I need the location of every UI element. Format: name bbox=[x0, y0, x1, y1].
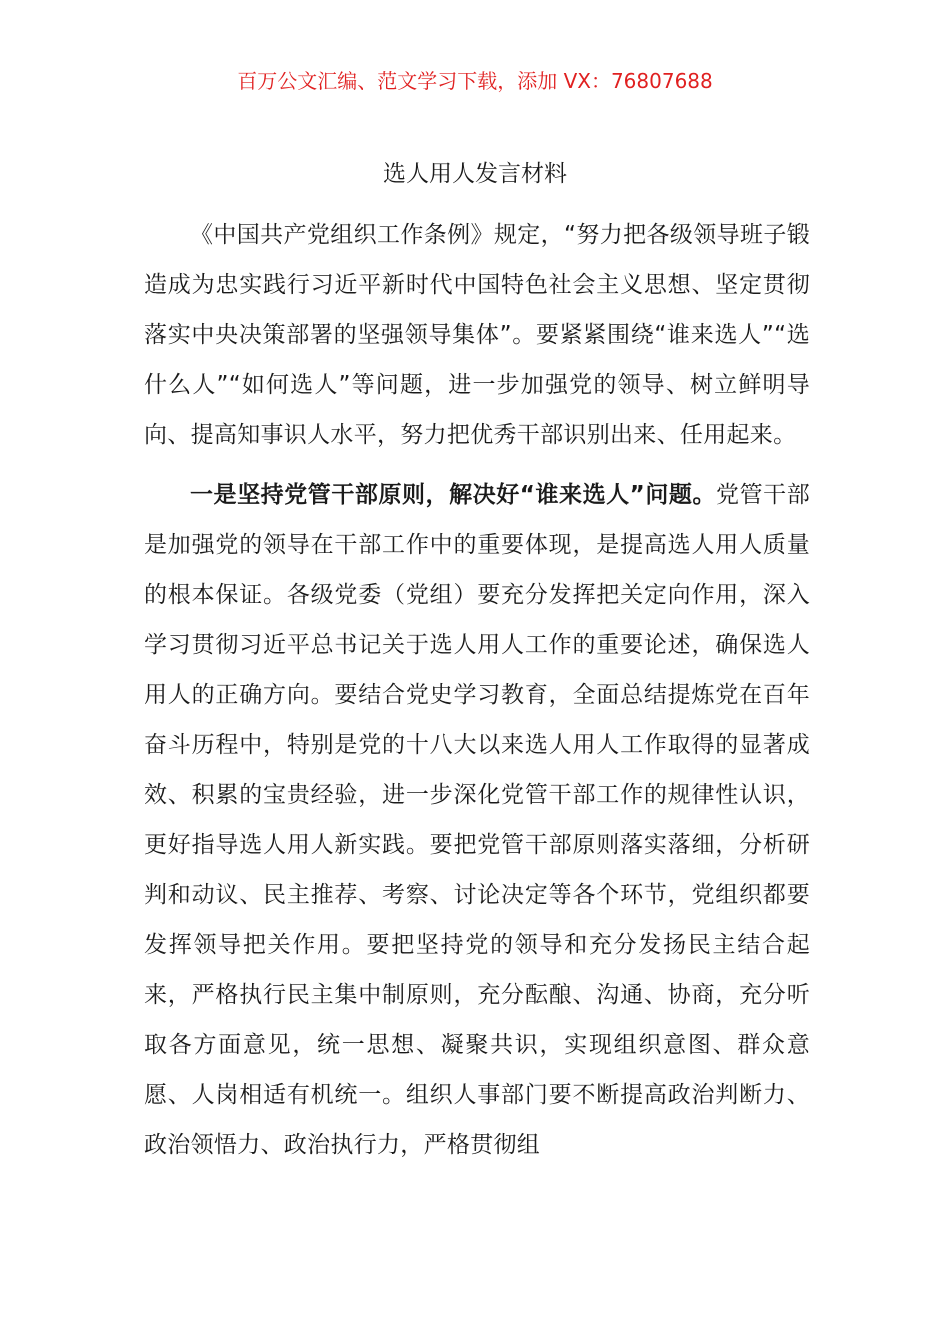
paragraph-lead-heading: 一是坚持党管干部原则，解决好“谁来选人”问题。 bbox=[190, 482, 717, 508]
document-body bbox=[144, 210, 810, 1170]
paragraph-body-text: 党管干部是加强党的领导在干部工作中的重要体现，是提高选人用人质量的根本保证。各级党委（党组）要充分发挥把关定向作用，深入学习贯彻习近平总书记关于选人用人工作的重要论述，确保选人用人的正确方向。要结合党史学习教育，全面总结提炼党在百年奋斗历程中，特别是党的十八大以来选人用人工作取得的显著成效、积累的宝贵经验，进一步深化党管干部工作的规律性认识，更好指导选人用人新实践。要把党管干部原则落实落细，分析研判和动议、民主推荐、考察、讨论决定等各个环节，党组织都要发挥领导把关作用。要把坚持党的领导和充分发扬民主结合起来，严格执行民主集中制原则，充分酝酿、沟通、协商，充分听取各方面意见，统一思想、凝聚共识，实现组织意图、群众意愿、人岗相适有机统一。组织人事部门要不断提高政治判断力、政治领悟力、政治执行力，严格贯彻组 bbox=[144, 482, 810, 1158]
header-note: 百万公文汇编、范文学习下载，添加 VX：76807688 bbox=[237, 69, 713, 93]
paragraph-point-one bbox=[144, 470, 810, 1170]
page-title: 选人用人发言材料 bbox=[383, 161, 567, 187]
paragraph-intro: 《中国共产党组织工作条例》规定，“努力把各级领导班子锻造成为忠实践行习近平新时代中国特色社会主义思想、坚定贯彻落实中央决策部署的坚强领导集体”。要紧紧围绕“谁来选人”“选什么人”“如何选人”等问题，进一步加强党的领导、树立鲜明导向、提高知事识人水平，努力把优秀干部识别出来、任用起来。 bbox=[144, 222, 810, 448]
